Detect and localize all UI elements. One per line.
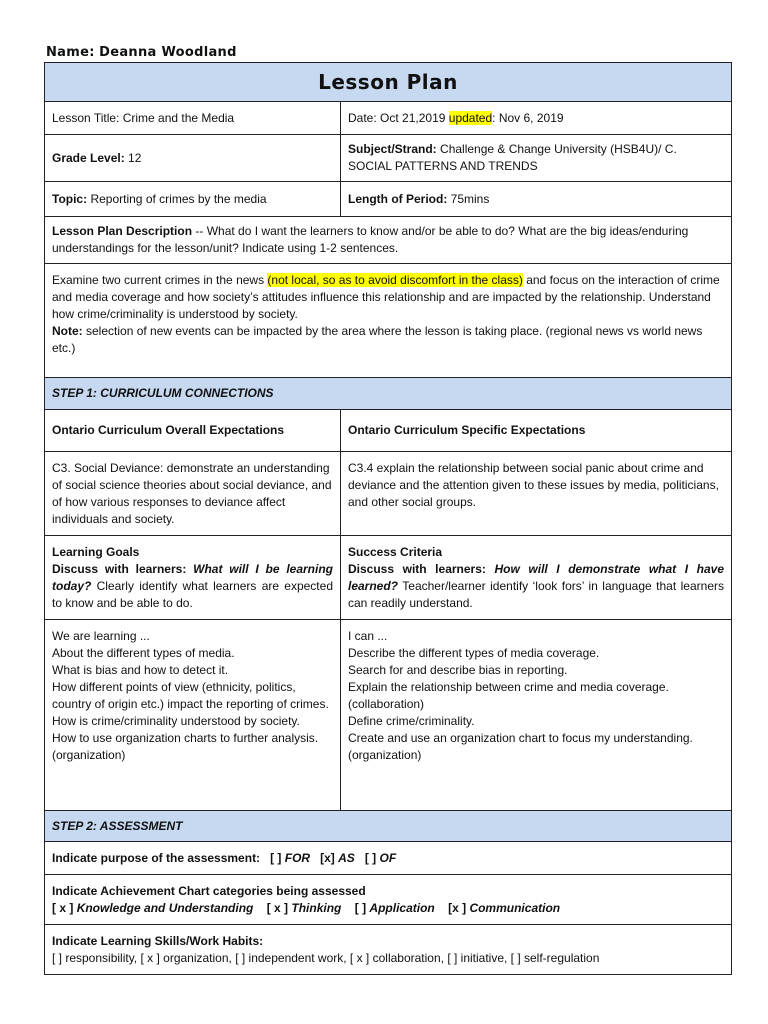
updated-label: updated xyxy=(448,110,493,125)
ican-line: Describe the different types of media coverage. xyxy=(348,646,600,660)
overall-expectations-header: Ontario Curriculum Overall Expectations xyxy=(45,410,341,452)
specific-expectations-text: C3.4 explain the relationship between social panic about crime and deviance and the attention given to these issues by media, politicians, and other social groups. xyxy=(341,452,732,536)
topic-cell xyxy=(45,182,341,217)
we-are-learning-cell xyxy=(45,620,341,811)
lesson-title-value: Crime and the Media xyxy=(122,110,235,125)
purpose-label: Indicate purpose of the assessment: xyxy=(52,850,261,865)
note-label: Note: xyxy=(52,324,83,338)
examine-text-2: and focus on the interaction of crime and media coverage and how society’s attitudes influence this relationship and are impacted by the relationship. Understand how crime/criminality is understood by society. xyxy=(52,273,720,321)
updated-value: : Nov 6, 2019 xyxy=(492,110,564,125)
length-cell xyxy=(341,182,732,217)
topic-label: Topic: xyxy=(52,191,88,206)
description-text: -- What do I want the learners to know and/or be able to do? What are the big ideas/enduring understandings for the lesson/unit? Indicate using 1-2 sentences. xyxy=(52,224,689,255)
application-label: Application xyxy=(369,900,435,915)
purpose-for-checkbox: [ ] xyxy=(270,850,282,865)
examine-highlight: (not local, so as to avoid discomfort in the class) xyxy=(267,273,523,287)
step1-header: STEP 1: CURRICULUM CONNECTIONS xyxy=(45,378,732,410)
learning-line: What is bias and how to detect it. xyxy=(52,663,229,677)
achievement-label: Indicate Achievement Chart categories being assessed xyxy=(52,883,366,898)
success-criteria-discuss: Discuss with learners: xyxy=(348,562,486,576)
name-value: Deanna Woodland xyxy=(99,45,237,60)
learning-goals-rest: Clearly identify what learners are expected to know and be able to do. xyxy=(52,579,333,610)
purpose-as-label: AS xyxy=(338,850,355,865)
grade-cell xyxy=(45,135,341,182)
note-text: selection of new events can be impacted by the area where the lesson is taking place. (regional news vs world news etc.) xyxy=(52,324,703,355)
thinking-label: Thinking xyxy=(291,900,342,915)
subject-label: Subject/Strand: xyxy=(348,142,437,156)
learning-goals-discuss: Discuss with learners: xyxy=(52,562,187,576)
ican-line: Explain the relationship between crime and media coverage. (collaboration) xyxy=(348,680,669,711)
date-label: Date: xyxy=(348,110,377,125)
communication-checkbox: [x ] xyxy=(448,900,467,915)
purpose-for-label: FOR xyxy=(284,850,311,865)
name-label: Name: xyxy=(46,45,95,60)
specific-expectations-header: Ontario Curriculum Specific Expectations xyxy=(341,410,732,452)
purpose-of-checkbox: [ ] xyxy=(364,850,377,865)
student-name xyxy=(46,45,237,60)
ican-line: I can ... xyxy=(348,629,388,643)
i-can-cell xyxy=(341,620,732,811)
learning-line: How different points of view (ethnicity, politics, country of origin etc.) impact the reporting of crimes. xyxy=(52,680,329,711)
examine-cell xyxy=(45,264,732,378)
learning-line: About the different types of media. xyxy=(52,646,235,660)
length-label: Length of Period: xyxy=(348,191,448,206)
ican-line: Define crime/criminality. xyxy=(348,714,475,728)
description-cell xyxy=(45,217,732,264)
subject-cell xyxy=(341,135,732,182)
grade-value: 12 xyxy=(128,150,142,165)
success-criteria-cell xyxy=(341,536,732,620)
ican-line: Create and use an organization chart to focus my understanding. (organization) xyxy=(348,731,693,762)
learning-skills-cell xyxy=(45,925,732,975)
step2-header: STEP 2: ASSESSMENT xyxy=(45,811,732,842)
topic-value: Reporting of crimes by the media xyxy=(90,191,267,206)
length-value: 75mins xyxy=(450,191,490,206)
learning-skills-text: [ ] responsibility, [ x ] organization, [ ] independent work, [ x ] collaboration, [ ] initiative, [ ] self-regulation xyxy=(52,950,600,965)
lesson-title-label: Lesson Title: xyxy=(52,110,120,125)
learning-goals-question: What will I be learning today? xyxy=(52,562,333,593)
knowledge-checkbox: [ x ] xyxy=(52,900,74,915)
success-criteria-rest: Teacher/learner identify ‘look fors’ in language that learners can readily understand. xyxy=(348,579,724,610)
learning-goals-label: Learning Goals xyxy=(52,545,140,559)
learning-line: We are learning ... xyxy=(52,629,150,643)
learning-skills-label: Indicate Learning Skills/Work Habits: xyxy=(52,933,264,948)
learning-goals-cell xyxy=(45,536,341,620)
subject-value-2: SOCIAL PATTERNS AND TRENDS xyxy=(348,159,538,173)
subject-value: Challenge & Change University (HSB4U)/ C. xyxy=(440,142,677,156)
purpose-as-checkbox: [x] xyxy=(320,850,335,865)
grade-label: Grade Level: xyxy=(52,150,125,165)
date-value: Oct 21,2019 xyxy=(380,110,446,125)
success-criteria-question: How will I demonstrate what I have learned? xyxy=(348,562,725,593)
overall-expectations-text: C3. Social Deviance: demonstrate an understanding of social science theories about social deviance, and of how various responses to deviance affect individuals and society. xyxy=(45,452,341,536)
page-title: Lesson Plan xyxy=(45,63,732,102)
learning-line: How to use organization charts to further analysis. (organization) xyxy=(52,731,319,762)
knowledge-label: Knowledge and Understanding xyxy=(76,900,254,915)
purpose-of-label: OF xyxy=(379,850,397,865)
communication-label: Communication xyxy=(469,900,561,915)
assessment-purpose-cell xyxy=(45,842,732,875)
date-cell xyxy=(341,102,732,135)
lesson-plan-table xyxy=(44,62,732,975)
description-label: Lesson Plan Description xyxy=(52,224,193,238)
learning-line: How is crime/criminality understood by society. xyxy=(52,714,300,728)
application-checkbox: [ ] xyxy=(354,900,367,915)
thinking-checkbox: [ x ] xyxy=(266,900,289,915)
achievement-cell xyxy=(45,875,732,925)
examine-text-1: Examine two current crimes in the news xyxy=(52,273,268,287)
ican-line: Search for and describe bias in reporting. xyxy=(348,663,568,677)
success-criteria-label: Success Criteria xyxy=(348,545,443,559)
lesson-title-cell xyxy=(45,102,341,135)
